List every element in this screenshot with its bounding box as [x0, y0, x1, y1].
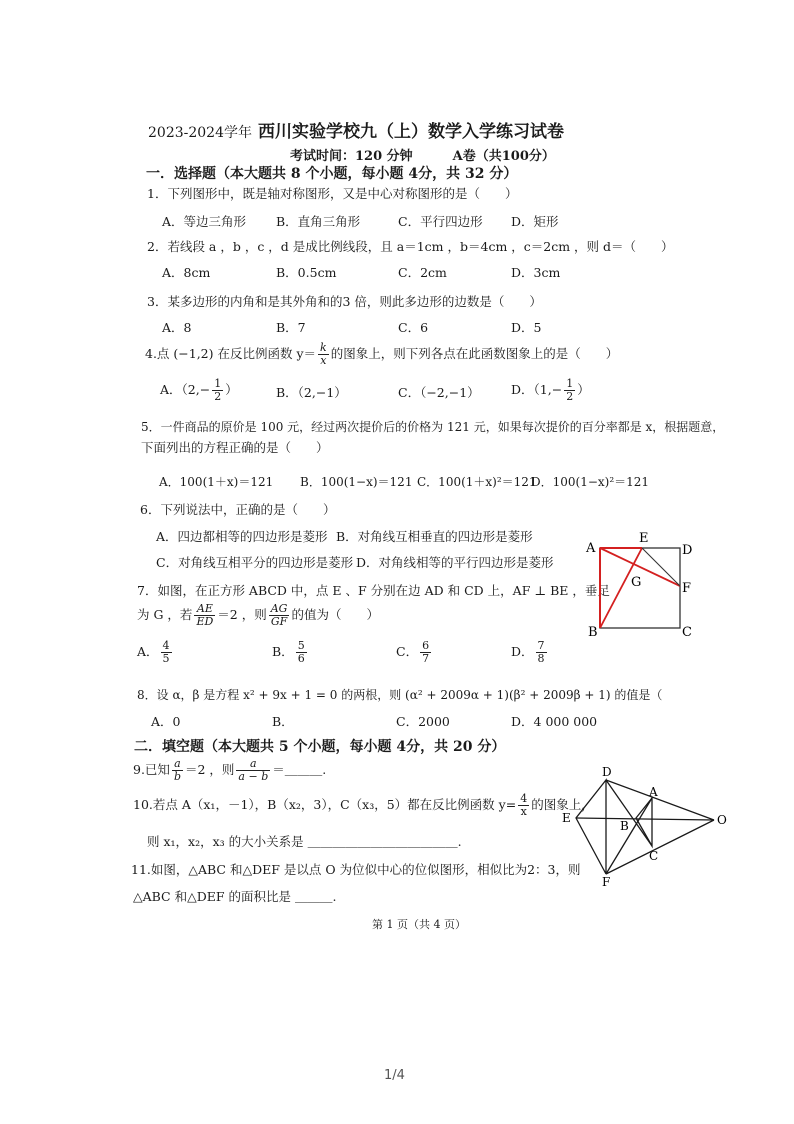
- label-c: C: [649, 849, 659, 863]
- q8-option-d: D．4 000 000: [511, 714, 598, 729]
- q5-option-b: B．100(1−x)＝121: [300, 475, 413, 489]
- q9-f2-den: a − b: [238, 770, 269, 783]
- q3-option-a: A．8: [162, 320, 192, 335]
- q7-a-num: 4: [162, 639, 170, 652]
- q5-option-a: A．100(1＋x)＝121: [159, 475, 274, 489]
- q4-stem-pre: 4.点 (−1,2) 在反比例函数 y＝: [145, 346, 317, 361]
- q4-d-post: ）: [577, 382, 590, 397]
- q4-d-den: 2: [566, 390, 574, 403]
- label-c: C: [682, 625, 692, 640]
- triangle-def: [576, 780, 606, 874]
- q1-option-b: B．直角三角形: [276, 214, 361, 229]
- q4-a-den: 2: [214, 390, 222, 403]
- q1-option-d: D．矩形: [511, 214, 559, 229]
- q4-fraction: [318, 342, 329, 367]
- q4-option-a: [160, 378, 238, 403]
- q7-c-den: 7: [422, 652, 430, 665]
- q11-stem-line1: 11.如图，△ABC 和△DEF 是以点 O 为位似中心的位似图形，相似比为2：3，则: [131, 862, 581, 877]
- q8-option-a: A．0: [151, 714, 181, 729]
- q7-b-den: 6: [297, 652, 305, 665]
- q4-d-fraction: [564, 378, 575, 403]
- q10-stem-line2: 则 x₁，x₂，x₃ 的大小关系是 ＿＿＿＿＿＿＿＿＿＿＿＿.: [147, 834, 462, 849]
- q7-stem-line2: [137, 603, 379, 628]
- q4-a-num: 1: [214, 377, 222, 390]
- exam-time: 考试时间：120 分钟: [290, 149, 413, 164]
- q7-b-label: B．: [272, 644, 294, 659]
- q2-option-c: C．2cm: [398, 265, 447, 280]
- q3-option-c: C．6: [398, 320, 429, 335]
- label-a: A: [586, 541, 596, 556]
- q4-a-pre: A．（2,−: [160, 382, 211, 397]
- ray-od: [606, 780, 714, 820]
- q7-pre: 为 G ，若: [137, 607, 193, 622]
- q4-a-fraction: [212, 378, 223, 403]
- q9-fraction-aab: [236, 758, 270, 783]
- q10-post: 的图象上，: [531, 797, 594, 812]
- q7-option-c: [396, 640, 433, 665]
- q9-stem: [133, 758, 326, 783]
- q9-f1-num: a: [172, 758, 183, 771]
- label-b: B: [588, 625, 598, 640]
- title-text: 西川实验学校九（上）数学入学练习试卷: [258, 122, 564, 142]
- q1-option-c: C．平行四边形: [398, 214, 483, 229]
- q7-fraction-ae-ed: [194, 603, 215, 628]
- exam-volume: A卷（共100分）: [452, 149, 555, 164]
- q3-stem: 3．某多边形的内角和是其外角和的3 倍，则此多边形的边数是（ ）: [147, 294, 542, 309]
- q9-mid: ＝2 ，则: [184, 762, 235, 777]
- q7-d-num: 7: [537, 639, 545, 652]
- q4-d-pre: D．（1,−: [511, 382, 563, 397]
- q7-f1-num: AE: [194, 603, 215, 616]
- q3-option-b: B．7: [276, 320, 306, 335]
- q2-option-a: A．8cm: [162, 265, 211, 280]
- q7-d-den: 8: [537, 652, 545, 665]
- q7-c-fraction: [420, 640, 431, 665]
- q9-fraction-ab: [172, 758, 183, 783]
- q3-option-d: D．5: [511, 320, 542, 335]
- q6-option-c: C．对角线互相平分的四边形是菱形: [156, 555, 354, 570]
- q7-a-den: 5: [162, 652, 170, 665]
- viewer-page-indicator: 1/4: [384, 1068, 405, 1083]
- q2-stem: 2．若线段 a ，b ，c ，d 是成比例线段，且 a＝1cm ，b＝4cm ，c＝2cm ，则 d＝（ ）: [147, 239, 674, 254]
- exam-subtitle: [290, 145, 595, 164]
- q7-b-fraction: [296, 640, 307, 665]
- q9-f1-den: b: [173, 770, 181, 783]
- q7-f1-den: ED: [196, 615, 214, 628]
- q7-f2-den: GF: [270, 615, 288, 628]
- q7-mid: ＝2 ，则: [217, 607, 267, 622]
- q8-stem: 8．设 α，β 是方程 x² + 9x + 1 = 0 的两根，则 (α² + 2009α + 1)(β² + 2009β + 1) 的值是（: [137, 688, 663, 702]
- q10-fraction: [518, 793, 529, 818]
- label-o: O: [717, 813, 727, 827]
- label-a: A: [649, 785, 658, 799]
- ray-oe: [576, 818, 714, 820]
- q2-option-b: B．0.5cm: [276, 265, 337, 280]
- label-e: E: [562, 811, 571, 825]
- q4-option-c: C．（−2,−1）: [398, 385, 480, 400]
- q6-option-b: B．对角线互相垂直的四边形是菱形: [336, 529, 533, 544]
- label-e: E: [639, 531, 649, 546]
- q9-f2-num: a: [236, 758, 270, 771]
- q6-stem: 6．下列说法中，正确的是（ ）: [140, 502, 336, 517]
- q5-option-d: D．100(1−x)²＝121: [531, 475, 650, 489]
- q7-a-fraction: [161, 640, 172, 665]
- q4-option-d: [511, 378, 590, 403]
- segment-ef: [642, 548, 680, 586]
- q7-f2-num: AG: [270, 602, 288, 615]
- label-f: F: [602, 875, 611, 888]
- q4-a-post: ）: [225, 382, 238, 397]
- q10-frac-den: x: [520, 805, 527, 818]
- q7-option-b: [272, 640, 309, 665]
- q2-option-d: D．3cm: [511, 265, 561, 280]
- q5-option-c: C．100(1＋x)²＝121: [417, 475, 537, 489]
- q1-option-a: A．等边三角形: [162, 214, 247, 229]
- label-d: D: [682, 543, 693, 558]
- q11-homothety-figure: [556, 764, 736, 888]
- q6-option-a: A．四边都相等的四边形是菱形: [156, 529, 328, 544]
- q7-b-num: 5: [297, 639, 305, 652]
- label-g: G: [631, 575, 642, 590]
- q1-stem: 1．下列图形中，既是轴对称图形，又是中心对称图形的是（ ）: [147, 186, 518, 201]
- q10-pre: 10.若点 A（x₁，－1），B（x₂，3），C（x₃，5）都在反比例函数 y=: [133, 797, 517, 812]
- label-d: D: [602, 765, 612, 779]
- q4-d-num: 1: [566, 377, 574, 390]
- q4-frac-num: k: [320, 341, 327, 354]
- q4-option-b: B．（2,−1）: [276, 385, 347, 400]
- q7-stem-line1: 7．如图，在正方形 ABCD 中，点 E 、F 分别在边 AD 和 CD 上，AF ⊥ BE ，垂足: [137, 583, 610, 598]
- q11-stem-line2: △ABC 和△DEF 的面积比是 ＿＿＿.: [133, 889, 337, 904]
- q7-square-figure: [582, 528, 702, 640]
- q7-c-num: 6: [422, 639, 430, 652]
- q9-post: ＝＿＿＿.: [272, 762, 327, 777]
- triangle-abc: [636, 798, 652, 846]
- q7-option-a: [137, 640, 174, 665]
- q8-option-c: C．2000: [396, 714, 450, 729]
- q10-frac-num: 4: [520, 792, 528, 805]
- exam-title: [148, 117, 564, 142]
- q7-c-label: C．: [396, 644, 419, 659]
- label-f: F: [682, 581, 692, 596]
- q7-d-fraction: [536, 640, 547, 665]
- page-footer: 第 1 页（共 4 页）: [372, 918, 466, 931]
- label-b: B: [620, 819, 629, 833]
- q8-option-b: B．: [272, 714, 294, 729]
- q4-stem: [145, 342, 618, 367]
- q7-option-d: [511, 640, 549, 665]
- q5-stem-line1: 5．一件商品的原价是 100 元，经过两次提价后的价格为 121 元，如果每次提价的百分率都是 x，根据题意，: [141, 420, 725, 434]
- q10-stem-line1: [133, 793, 594, 818]
- q5-stem-line2: 下面列出的方程正确的是（ ）: [141, 440, 329, 455]
- section-2-title: 二．填空题（本大题共 5 个小题，每小题 4分，共 20 分）: [134, 739, 506, 755]
- q9-pre: 9.已知: [133, 762, 170, 777]
- section-1-title: 一．选择题（本大题共 8 个小题，每小题 4分，共 32 分）: [146, 166, 518, 182]
- q7-d-label: D．: [511, 644, 534, 659]
- school-year: 2023-2024学年: [148, 125, 252, 141]
- q7-fraction-ag-gf: [269, 603, 290, 628]
- q4-frac-den: x: [320, 354, 327, 367]
- q4-stem-post: 的图象上，则下列各点在此函数图象上的是（ ）: [330, 346, 619, 361]
- q7-a-label: A．: [137, 644, 159, 659]
- q6-option-d: D．对角线相等的平行四边形是菱形: [356, 555, 554, 570]
- q7-post: 的值为（ ）: [291, 607, 379, 622]
